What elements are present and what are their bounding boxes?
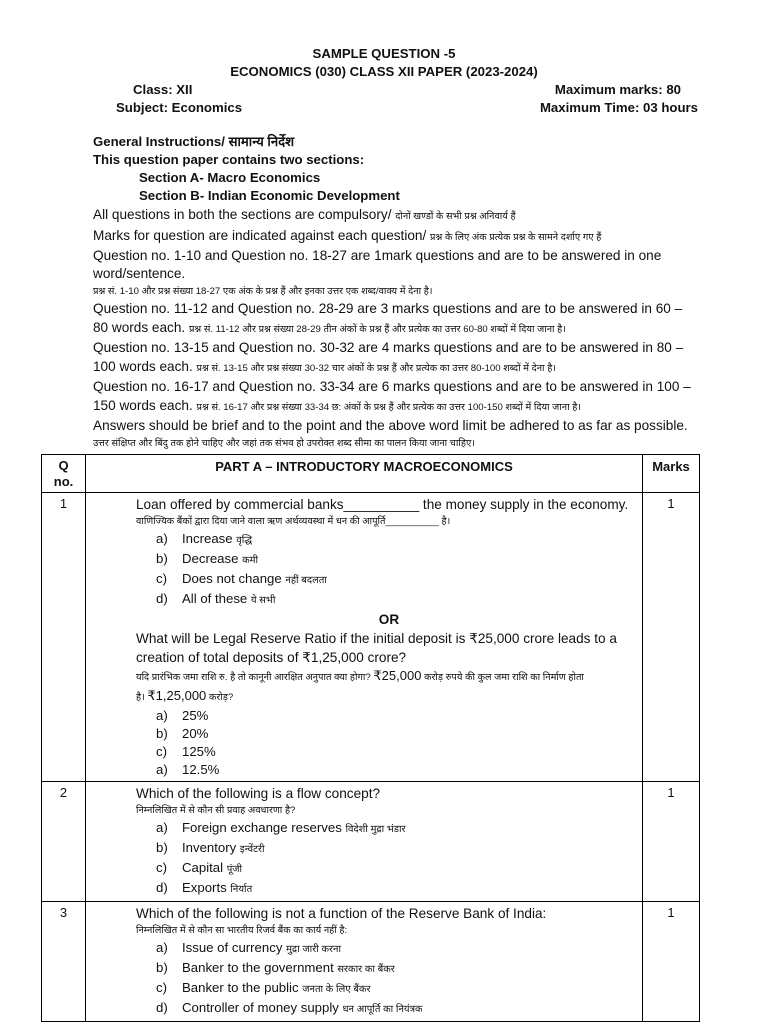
class-label: Class: XII [133, 82, 193, 97]
instruction-line: Question no. 16-17 and Question no. 33-34 are 6 marks questions and are to be answered in 100 – [93, 379, 691, 394]
question-body [86, 782, 643, 902]
question-number: 2 [42, 782, 86, 902]
option: a) Issue of currency मुद्रा जारी करना [156, 940, 341, 955]
option: d) Exports निर्यात [156, 880, 253, 895]
instruction-line-hindi: उत्तर संक्षिप्त और बिंदु तक होने चाहिए और जहां तक संभव हो उपरोक्त शब्द सीमा का पालन किया जाना चाहिए। [93, 438, 475, 449]
option: a) 25% [156, 708, 209, 723]
instruction-line: word/sentence. [93, 266, 186, 281]
instruction-line: 150 words each. प्रश्न सं. 16-17 और प्रश्न संख्या 33-34 छ: अंकों के प्रश्न हैं और प्रत्येक का उत्तर 100-150 शब्दों में दिया जाना है। [93, 398, 581, 413]
question-marks: 1 [643, 902, 700, 1022]
question-text-hindi: वाणिज्यिक बैंकों द्वारा दिया जाने वाला ऋण अर्थव्यवस्था में धन की आपूर्ति__________ है। [136, 516, 451, 527]
question-marks: 1 [643, 493, 700, 782]
qno-header: Q no. [42, 455, 86, 493]
question-body [86, 493, 643, 782]
max-time: Maximum Time: 03 hours [539, 100, 698, 115]
question-text: What will be Legal Reserve Ratio if the initial deposit is ₹25,000 crore leads to a creation of total deposits of ₹1,25,000 crore? [136, 631, 617, 665]
question-text: Which of the following is a flow concept? [136, 786, 381, 801]
question-text: Loan offered by commercial banks__________ the money supply in the economy. [136, 497, 629, 512]
instruction-line: Question no. 13-15 and Question no. 30-32 are 4 marks questions and are to be answered in 80 – [93, 340, 684, 355]
question-text-hindi: निम्नलिखित में से कौन सा भारतीय रिजर्व बैंक का कार्य नहीं है: [136, 925, 348, 936]
option: a) 12.5% [156, 762, 220, 777]
or-separator: OR [378, 612, 400, 627]
marks-header: Marks [643, 455, 700, 493]
option: d) All of these ये सभी [156, 591, 276, 606]
question-text: Which of the following is not a function of the Reserve Bank of India: [136, 906, 547, 921]
question-number: 1 [42, 493, 86, 782]
section-a-label: Section A- Macro Economics [139, 170, 321, 185]
option: c) Does not change नहीं बदलता [156, 571, 327, 586]
question-marks: 1 [643, 782, 700, 902]
section-b-label: Section B- Indian Economic Development [139, 188, 400, 203]
question-text-hindi: निम्नलिखित में से कौन सी प्रवाह अवधारणा है? [136, 805, 296, 816]
paper-subtitle: ECONOMICS (030) CLASS XII PAPER (2023-2024) [230, 64, 538, 79]
instruction-line-hindi: प्रश्न सं. 1-10 और प्रश्न संख्या 18-27 एक अंक के प्रश्न हैं और इनका उत्तर एक शब्द/वाक्य में देना है। [93, 286, 433, 297]
instruction-line: Question no. 1-10 and Question no. 18-27 are 1mark questions and are to be answered in one [93, 248, 662, 263]
instruction-line: 80 words each. प्रश्न सं. 11-12 और प्रश्न संख्या 28-29 तीन अंकों के प्रश्न हैं और प्रत्येक का उत्तर 60-80 शब्दों में दिया जाना है। [93, 320, 566, 335]
table-header-row [42, 455, 700, 493]
subject-label: Subject: Economics [116, 100, 243, 115]
option: c) Capital पूंजी [156, 860, 243, 875]
instruction-line: Answers should be brief and to the point and the above word limit be adhered to as far as possible. [93, 418, 688, 433]
table-row [42, 493, 700, 782]
sections-intro: This question paper contains two sections: [93, 152, 365, 167]
instruction-line: 100 words each. प्रश्न सं. 13-15 और प्रश्न संख्या 30-32 चार अंकों के प्रश्न हैं और प्रत्येक का उत्तर 80-100 शब्दों में देना है। [93, 359, 556, 374]
instruction-line: Question no. 11-12 and Question no. 28-29 are 3 marks questions and are to be answered in 60 – [93, 301, 683, 316]
instructions-heading: General Instructions/ सामान्य निर्देश [93, 134, 295, 149]
option: b) Banker to the government सरकार का बैंकर [156, 960, 395, 975]
instruction-line: All questions in both the sections are compulsory/ दोनों खण्डों के सभी प्रश्न अनिवार्य हैं [93, 207, 516, 222]
table-row [42, 902, 700, 1022]
paper-title: SAMPLE QUESTION -5 [312, 46, 456, 61]
max-marks: Maximum marks: 80 [554, 82, 681, 97]
table-row [42, 782, 700, 902]
part-header: PART A – INTRODUCTORY MACROECONOMICS [86, 455, 643, 493]
question-table [41, 454, 700, 1022]
question-number: 3 [42, 902, 86, 1022]
option: a) Foreign exchange reserves विदेशी मुद्रा भंडार [156, 820, 406, 835]
general-instructions [93, 133, 723, 452]
option: b) Decrease कमी [156, 551, 259, 566]
option: b) Inventory इन्वेंटरी [156, 840, 265, 855]
question-body [86, 902, 643, 1022]
option: c) 125% [156, 744, 216, 759]
option: b) 20% [156, 726, 209, 741]
instruction-line: Marks for question are indicated against each question/ प्रश्न के लिए अंक प्रत्येक प्रश्न के सामने दर्शाए गए हैं [93, 228, 602, 243]
option: a) Increase वृद्धि [156, 531, 253, 546]
option: d) Controller of money supply धन आपूर्ति का नियंत्रक [156, 1000, 423, 1015]
option: c) Banker to the public जनता के लिए बैंकर [156, 980, 371, 995]
question-text-hindi: यदि प्रारंभिक जमा राशि रु. है तो कानूनी आरक्षित अनुपात क्या होगा? ₹25,000 करोड़ रुपये की कुल जमा राशि का निर्माण होता है। ₹1,25,000 करोड़? [136, 668, 584, 703]
